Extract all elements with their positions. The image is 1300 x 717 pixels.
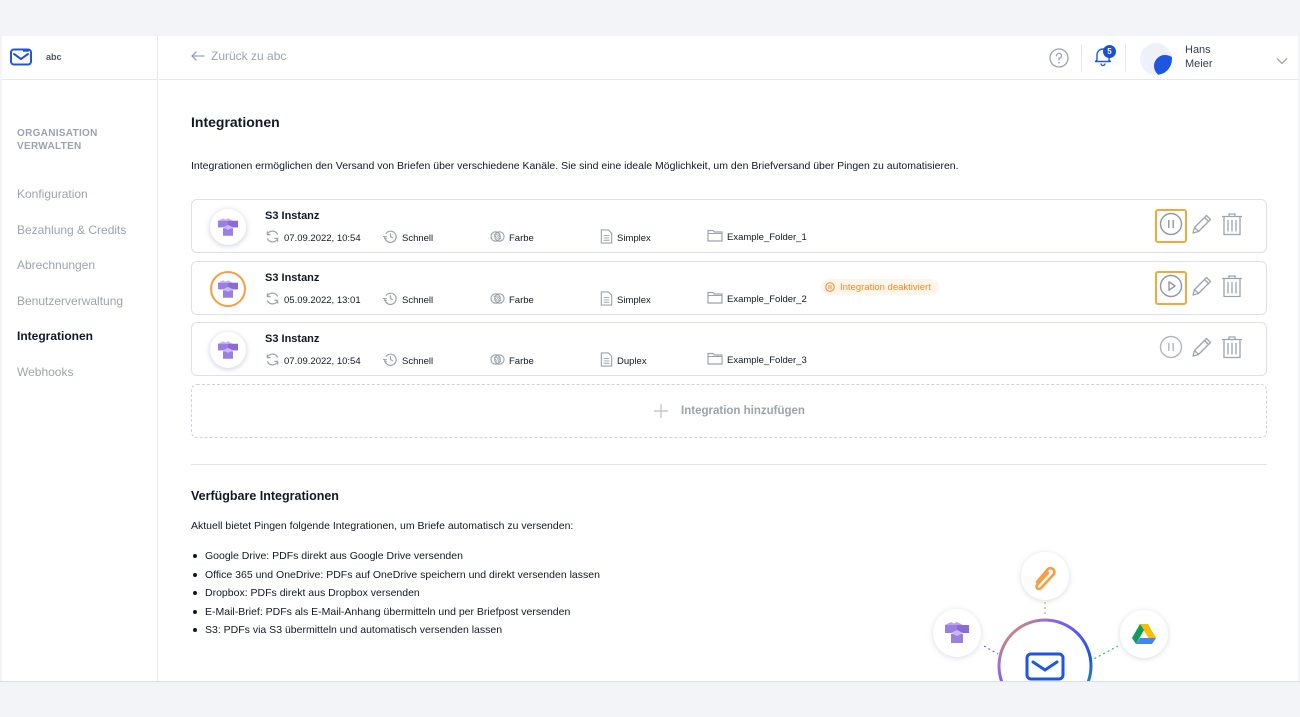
integrations-illustration	[902, 506, 1202, 681]
integration-color: Farbe	[490, 352, 534, 370]
integration-speed: Schnell	[383, 352, 433, 370]
sidebar-item-bezahlung[interactable]: Bezahlung & Credits	[17, 223, 127, 237]
play-button[interactable]	[1155, 271, 1187, 305]
list-item: Office 365 und OneDrive: PDFs auf OneDrive speichern und direkt versenden lassen	[191, 566, 600, 585]
user-first-name: Hans	[1185, 44, 1211, 56]
integration-folder: Example_Folder_2	[707, 291, 807, 307]
sync-icon	[265, 352, 280, 370]
delete-button[interactable]	[1216, 332, 1248, 366]
integration-speed: Schnell	[383, 291, 433, 309]
edit-button[interactable]	[1186, 332, 1218, 366]
section-divider	[191, 464, 1267, 465]
available-integrations-list	[191, 547, 600, 640]
plus-icon	[653, 403, 669, 419]
window-bottom-strip	[0, 681, 1300, 717]
color-icon	[490, 352, 505, 370]
integration-card[interactable]	[191, 322, 1267, 376]
integration-date: 07.09.2022, 10:54	[265, 352, 361, 370]
available-integrations-title: Verfügbare Integrationen	[191, 489, 339, 503]
integration-name: S3 Instanz	[265, 210, 320, 222]
folder-icon	[707, 352, 723, 368]
back-link[interactable]	[191, 49, 286, 63]
brand	[2, 36, 158, 80]
s3-icon	[210, 271, 246, 307]
pencil-icon	[1190, 274, 1214, 303]
header-divider	[1081, 44, 1082, 72]
color-icon	[490, 291, 505, 309]
sidebar-item-benutzerverwaltung[interactable]: Benutzerverwaltung	[17, 294, 124, 308]
pencil-icon	[1190, 335, 1214, 364]
brand-name: abc	[46, 52, 62, 62]
app-window	[2, 36, 1298, 681]
pencil-icon	[1190, 212, 1214, 241]
pause-button[interactable]	[1155, 332, 1187, 366]
integration-name: S3 Instanz	[265, 333, 320, 345]
integration-folder: Example_Folder_3	[707, 352, 807, 368]
avatar[interactable]	[1140, 43, 1172, 75]
page-title: Integrationen	[191, 114, 280, 130]
sidebar-item-abrechnungen[interactable]: Abrechnungen	[17, 258, 96, 272]
add-integration-button[interactable]	[191, 384, 1267, 438]
s3-icon	[210, 332, 246, 368]
clock-fast-icon	[383, 229, 398, 247]
sidebar-item-webhooks[interactable]: Webhooks	[17, 365, 74, 379]
folder-icon	[707, 291, 723, 307]
mail-logo-icon[interactable]	[10, 48, 32, 71]
integration-name: S3 Instanz	[265, 272, 320, 284]
edit-button[interactable]	[1186, 209, 1218, 243]
help-icon[interactable]	[1049, 48, 1069, 73]
user-last-name: Meier	[1185, 58, 1213, 70]
integration-card[interactable]	[191, 199, 1267, 253]
document-icon	[600, 352, 613, 370]
integration-color: Farbe	[490, 291, 534, 309]
delete-button[interactable]	[1216, 271, 1248, 305]
clock-fast-icon	[383, 291, 398, 309]
header-divider	[1125, 44, 1126, 72]
sidebar-section-title: ORGANISATION VERWALTEN	[17, 128, 98, 152]
integration-print-mode: Duplex	[600, 352, 647, 370]
trash-icon	[1221, 335, 1243, 364]
list-item: E-Mail-Brief: PDFs als E-Mail-Anhang übermitteln und per Briefpost versenden	[191, 603, 600, 622]
add-integration-label: Integration hinzufügen	[681, 405, 805, 417]
integration-color: Farbe	[490, 229, 534, 247]
arrow-left-icon	[191, 51, 205, 61]
page-description: Integrationen ermöglichen den Versand von Briefen über verschiedene Kanäle. Sie sind eine ideale Möglichkeit, um den Briefversand über Pingen zu automatisieren.	[191, 160, 959, 172]
notification-badge: 5	[1103, 45, 1116, 58]
list-item: S3: PDFs via S3 übermitteln und automatisch versenden lassen	[191, 621, 600, 640]
integration-speed: Schnell	[383, 229, 433, 247]
sync-icon	[265, 291, 280, 309]
integration-print-mode: Simplex	[600, 229, 651, 247]
sidebar-item-integrationen[interactable]: Integrationen	[17, 329, 94, 343]
sync-icon	[265, 229, 280, 247]
integration-card[interactable]	[191, 261, 1267, 315]
sidebar-item-konfiguration[interactable]: Konfiguration	[17, 187, 88, 201]
list-item: Dropbox: PDFs direkt aus Dropbox versenden	[191, 584, 600, 603]
trash-icon	[1221, 212, 1243, 241]
pause-circle-icon	[825, 282, 835, 292]
integration-date: 05.09.2022, 13:01	[265, 291, 361, 309]
status-badge: Integration deaktiviert	[821, 279, 939, 295]
back-link-label: Zurück zu abc	[211, 49, 287, 63]
document-icon	[600, 229, 613, 247]
integration-print-mode: Simplex	[600, 291, 651, 309]
chevron-down-icon[interactable]	[1276, 52, 1288, 70]
pause-button[interactable]	[1155, 209, 1187, 243]
color-icon	[490, 229, 505, 247]
available-integrations-intro: Aktuell bietet Pingen folgende Integrationen, um Briefe automatisch zu versenden:	[191, 520, 574, 532]
window-top-strip	[0, 0, 1300, 36]
trash-icon	[1221, 274, 1243, 303]
s3-icon	[210, 209, 246, 245]
clock-fast-icon	[383, 352, 398, 370]
list-item: Google Drive: PDFs direkt aus Google Drive versenden	[191, 547, 600, 566]
pause-icon	[1159, 335, 1183, 364]
document-icon	[600, 291, 613, 309]
pause-icon	[1159, 212, 1183, 241]
folder-icon	[707, 229, 723, 245]
top-header	[159, 36, 1298, 80]
delete-button[interactable]	[1216, 209, 1248, 243]
edit-button[interactable]	[1186, 271, 1218, 305]
sidebar	[2, 36, 158, 681]
integration-folder: Example_Folder_1	[707, 229, 807, 245]
integration-date: 07.09.2022, 10:54	[265, 229, 361, 247]
play-icon	[1159, 274, 1183, 303]
